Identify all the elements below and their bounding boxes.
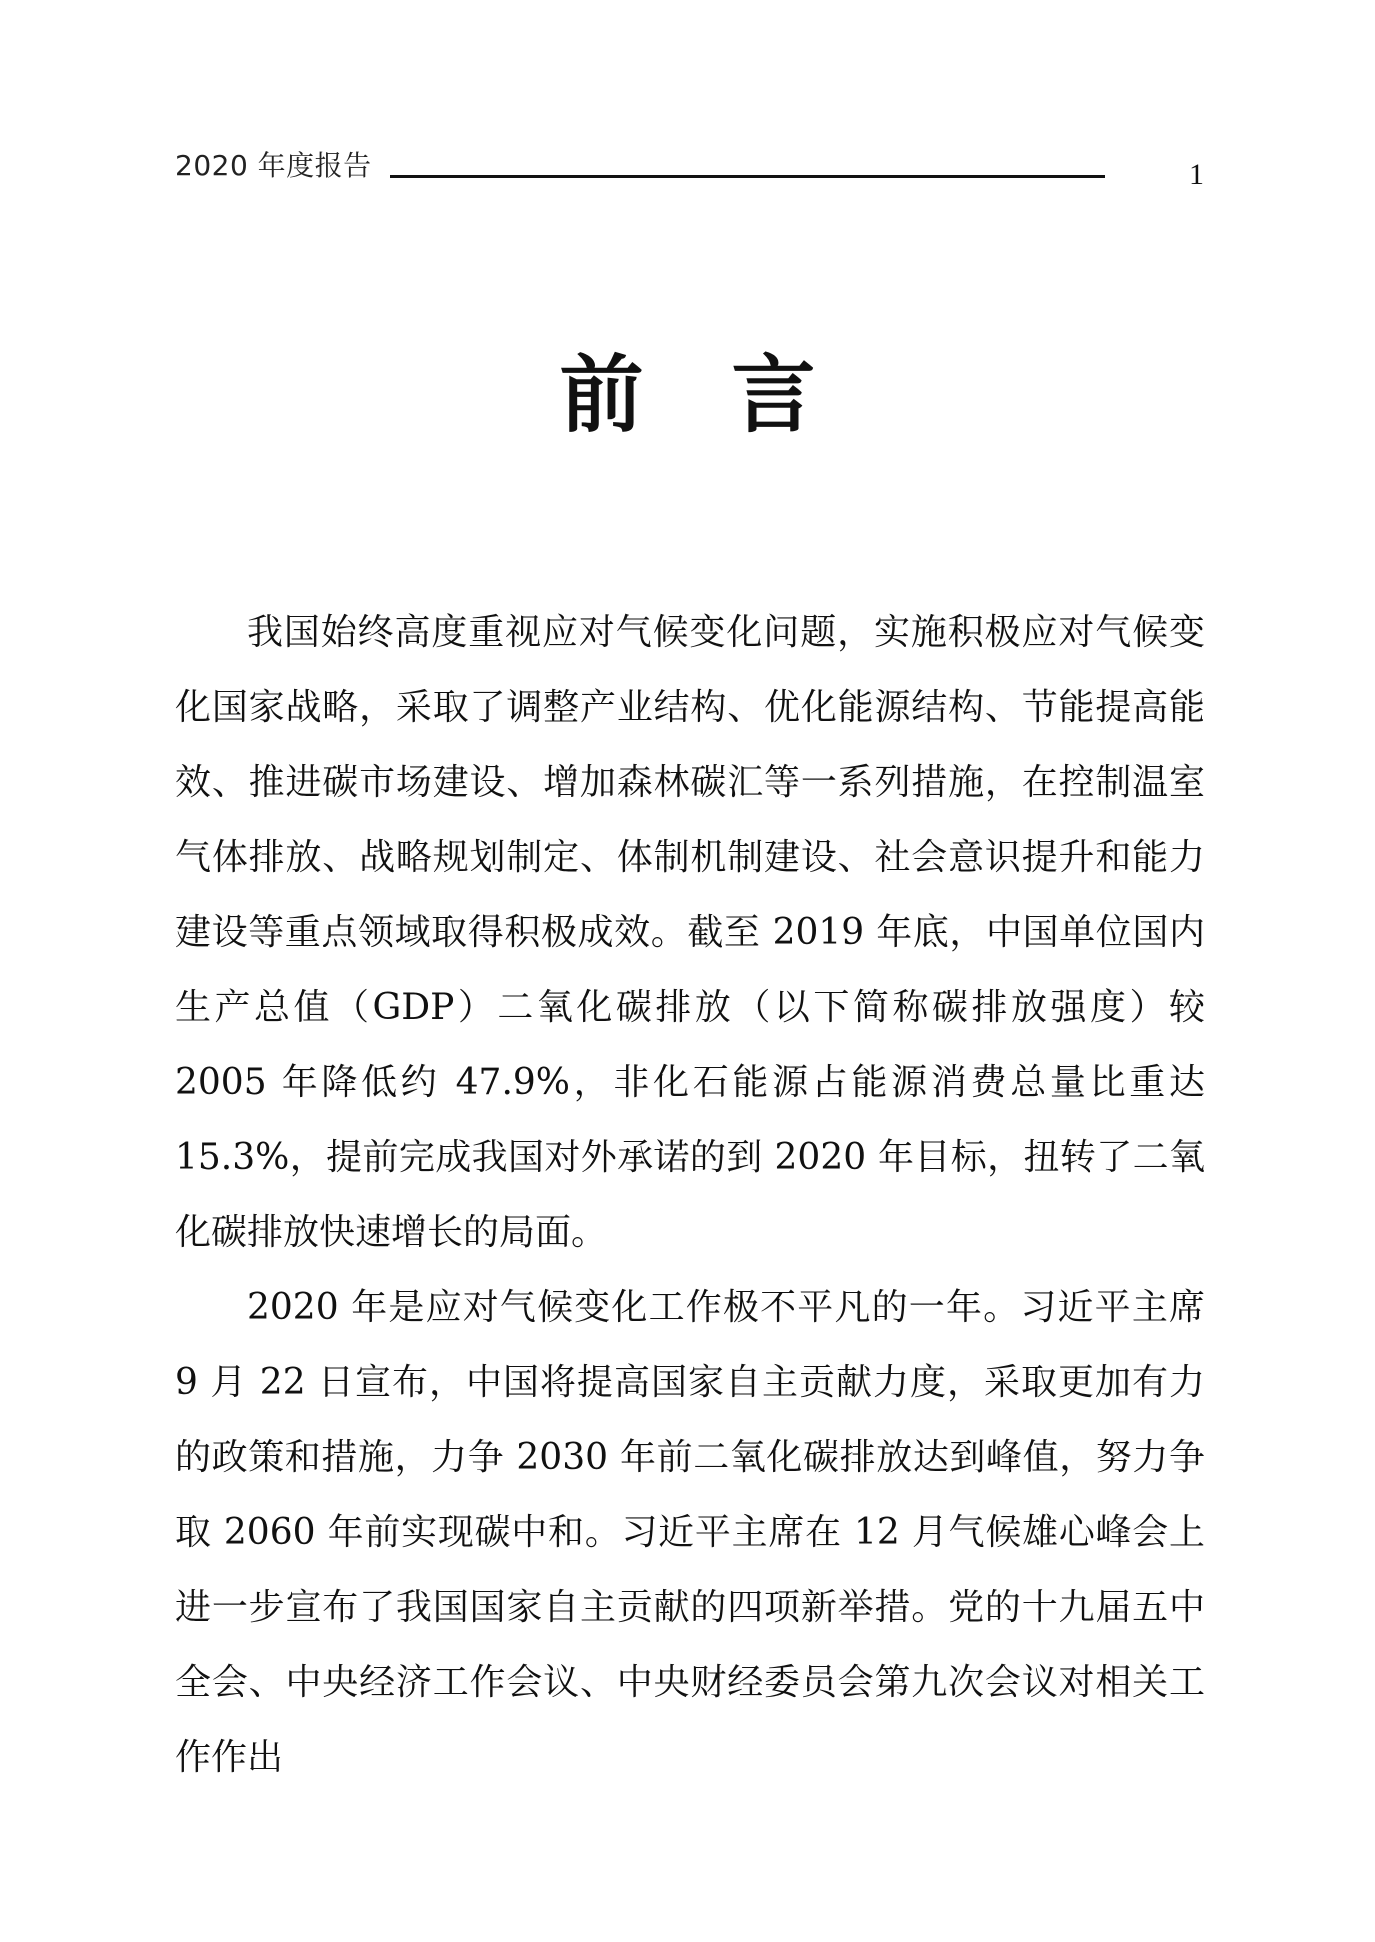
header-label: 2020 年度报告 — [175, 149, 372, 182]
page-number: 1 — [1189, 158, 1204, 191]
page-header — [175, 140, 1215, 200]
body-text — [175, 595, 1205, 1795]
page-title: 前言 — [559, 346, 904, 444]
header-rule — [390, 175, 1105, 178]
paragraph: 2020 年是应对气候变化工作极不平凡的一年。习近平主席 9 月 22 日宣布，中国将提高国家自主贡献力度，采取更加有力的政策和措施，力争 2030 年前二氧化碳排放达到峰值，努力争取 2060 年前实现碳中和。习近平主席在 12 月气候雄心峰会上进一步宣布了我国国家自主贡献的四项新举措。党的十九届五中全会、中央经济工作会议、中央财经委员会第九次会议对相关工作作出 — [175, 1287, 1205, 1778]
paragraph: 我国始终高度重视应对气候变化问题，实施积极应对气候变化国家战略，采取了调整产业结构、优化能源结构、节能提高能效、推进碳市场建设、增加森林碳汇等一系列措施，在控制温室气体排放、战略规划制定、体制机制建设、社会意识提升和能力建设等重点领域取得积极成效。截至 2019 年底，中国单位国内生产总值（GDP）二氧化碳排放（以下简称碳排放强度）较 2005 年降低约 47.9%，非化石能源占能源消费总量比重达 15.3%，提前完成我国对外承诺的到 2020 年目标，扭转了二氧化碳排放快速增长的局面。 — [175, 612, 1205, 1253]
